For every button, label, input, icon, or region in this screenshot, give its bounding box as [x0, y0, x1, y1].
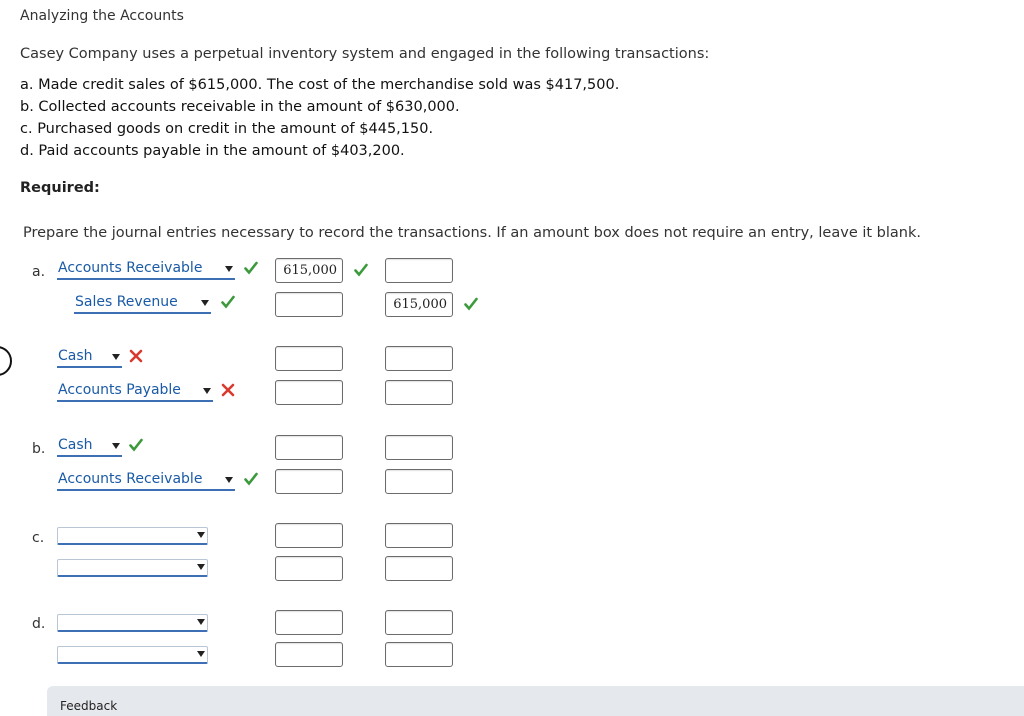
transaction-b: b. Collected accounts receivable in the amount of $630,000. [20, 99, 460, 115]
account-1-check-icon [244, 261, 258, 275]
transaction-a: a. Made credit sales of $615,000. The cost of the merchandise sold was $417,500. [20, 77, 620, 93]
account-select-6[interactable] [57, 473, 235, 491]
debit-input-1[interactable]: 615,000 [275, 258, 343, 283]
row-label-b: b. [32, 441, 46, 457]
feedback-label: Feedback [60, 699, 118, 713]
caret-down-icon [203, 388, 211, 394]
credit-input-5[interactable] [385, 435, 453, 460]
problem-intro: Casey Company uses a perpetual inventory system and engaged in the following transactions: [20, 46, 710, 62]
account-select-5[interactable] [57, 439, 122, 457]
debit-input-5[interactable] [275, 435, 343, 460]
credit-2-check-icon [464, 297, 478, 311]
caret-down-icon [112, 354, 120, 360]
account-select-value: Accounts Payable [58, 382, 181, 398]
transaction-d: d. Paid accounts payable in the amount of $403,200. [20, 143, 405, 159]
required-heading: Required: [20, 180, 100, 196]
caret-down-icon [112, 443, 120, 449]
account-select-10[interactable] [57, 646, 208, 664]
account-select-value: Accounts Receivable [58, 260, 203, 276]
credit-input-10[interactable] [385, 642, 453, 667]
account-select-2[interactable] [74, 296, 211, 314]
caret-down-icon [197, 532, 205, 538]
debit-input-4[interactable] [275, 380, 343, 405]
debit-input-2[interactable] [275, 292, 343, 317]
account-select-value: Sales Revenue [75, 294, 178, 310]
credit-input-6[interactable] [385, 469, 453, 494]
account-select-1[interactable] [57, 262, 235, 280]
debit-input-9[interactable] [275, 610, 343, 635]
feedback-panel [47, 686, 1024, 716]
account-select-4[interactable] [57, 384, 213, 402]
row-label-d: d. [32, 616, 46, 632]
debit-input-10[interactable] [275, 642, 343, 667]
account-select-3[interactable] [57, 350, 122, 368]
row-label-a: a. [32, 264, 46, 280]
instructions: Prepare the journal entries necessary to record the transactions. If an amount box does not require an entry, leave it blank. [23, 225, 921, 241]
caret-down-icon [201, 300, 209, 306]
account-2-check-icon [221, 295, 235, 309]
credit-input-4[interactable] [385, 380, 453, 405]
debit-input-6[interactable] [275, 469, 343, 494]
debit-1-check-icon [354, 263, 368, 277]
account-5-check-icon [129, 438, 143, 452]
account-select-value: Cash [58, 437, 93, 453]
account-select-value: Accounts Receivable [58, 471, 203, 487]
caret-down-icon [197, 651, 205, 657]
caret-down-icon [225, 266, 233, 272]
transaction-c: c. Purchased goods on credit in the amount of $445,150. [20, 121, 434, 137]
account-select-8[interactable] [57, 559, 208, 577]
credit-input-9[interactable] [385, 610, 453, 635]
side-circle-control[interactable] [0, 346, 12, 376]
credit-input-8[interactable] [385, 556, 453, 581]
debit-input-3[interactable] [275, 346, 343, 371]
account-select-7[interactable] [57, 527, 208, 545]
page-title: Analyzing the Accounts [20, 8, 184, 24]
credit-input-7[interactable] [385, 523, 453, 548]
credit-input-2[interactable]: 615,000 [385, 292, 453, 317]
debit-input-7[interactable] [275, 523, 343, 548]
row-label-c: c. [32, 530, 45, 546]
caret-down-icon [197, 564, 205, 570]
caret-down-icon [197, 619, 205, 625]
debit-input-8[interactable] [275, 556, 343, 581]
credit-input-3[interactable] [385, 346, 453, 371]
credit-input-1[interactable] [385, 258, 453, 283]
account-4-cross-icon [221, 383, 235, 397]
account-6-check-icon [244, 472, 258, 486]
account-select-value: Cash [58, 348, 93, 364]
account-3-cross-icon [129, 349, 143, 363]
account-select-9[interactable] [57, 614, 208, 632]
caret-down-icon [225, 477, 233, 483]
